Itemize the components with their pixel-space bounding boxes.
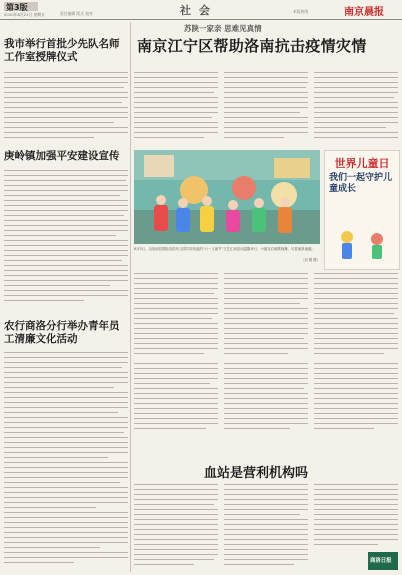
- kids-photo-illustration: [134, 150, 320, 244]
- page-number: 第3版: [6, 3, 28, 12]
- caption-text: 6月3日，由洛南县国际双语幼儿园共同发起的“六一儿童节”文艺汇演活动温馨举行，小朋友们载歌载舞，尽显童真童趣。: [134, 247, 315, 251]
- body-text-1: [4, 72, 128, 146]
- decorative-kids-icon: [333, 227, 391, 263]
- childrens-day-banner-1: 世界儿童日: [334, 157, 390, 170]
- headline-2: 庚岭镇加强平安建设宣传: [4, 150, 120, 162]
- nav-small: 责任编辑 版式 校对: [60, 11, 93, 16]
- bottom-article: [134, 460, 400, 574]
- feature-title: 南京江宁区帮助洛南抗击疫情灾情: [137, 37, 367, 55]
- caption-photographer: （刘 刚 摄）: [300, 258, 320, 262]
- section-title: 社 会: [180, 4, 212, 17]
- body-text-3: [4, 352, 128, 552]
- childrens-day-box: [324, 150, 400, 270]
- corner-label: 商洛日报: [370, 558, 392, 564]
- top-feature: [134, 22, 400, 72]
- left-article-1: [4, 38, 128, 150]
- left-article-3: [4, 320, 128, 570]
- date-line: 2020年8月21日 星期五: [4, 12, 45, 17]
- bottom-headline: 血站是营利机构吗: [204, 466, 309, 481]
- header-rule: [0, 19, 402, 20]
- page-header: [0, 0, 402, 20]
- body-text-2: [4, 170, 128, 310]
- childrens-day-banner-2: 我们一起守护儿童成长: [329, 173, 393, 194]
- column-divider: [130, 22, 131, 572]
- corner-tag: [368, 552, 398, 570]
- left-article-2: [4, 150, 128, 310]
- feature-kicker: 苏陕一家亲 思难见真情: [184, 24, 262, 33]
- right-small: 本版热线: [293, 9, 309, 14]
- headline-1: 我市举行首批少先队名师工作室授牌仪式: [4, 38, 120, 63]
- bottom-body: [134, 484, 400, 572]
- headline-3: 农行商洛分行举办青年员工清廉文化活动: [4, 320, 120, 345]
- photo-caption: [134, 247, 320, 269]
- photo-kids: [134, 150, 320, 244]
- feature-body-2: [134, 273, 400, 443]
- feature-body: [134, 72, 400, 146]
- newspaper-logo: 南京晨报: [344, 7, 384, 18]
